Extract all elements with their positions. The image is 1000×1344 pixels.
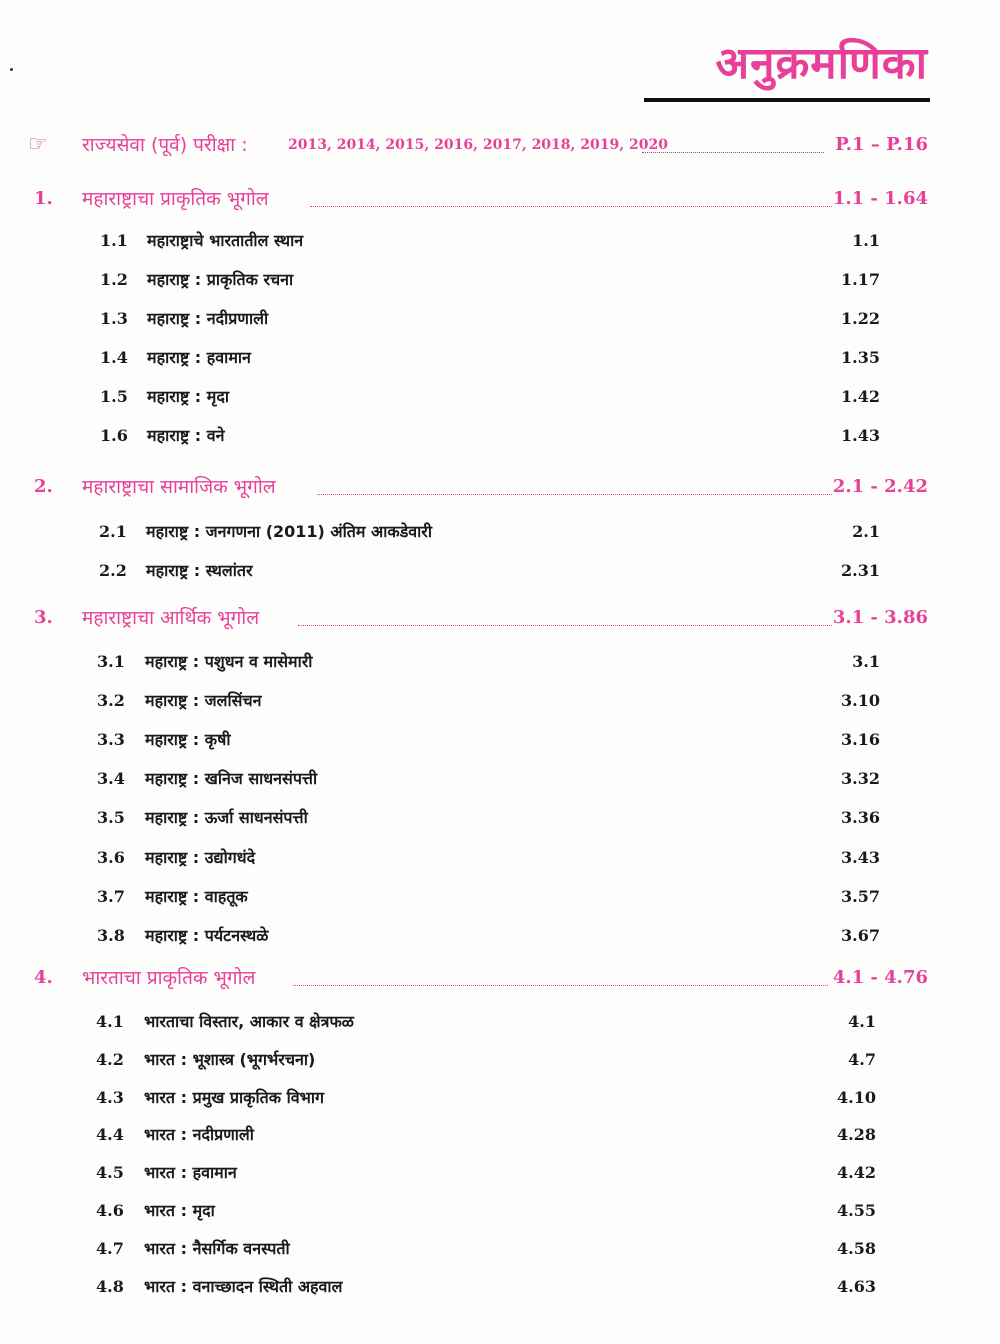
section-page: 4.63: [837, 1277, 876, 1296]
section-number: 1.4: [100, 348, 128, 367]
section-row[interactable]: [0, 263, 1000, 297]
dot-leader: [310, 206, 832, 207]
page-title: अनुक्रमणिका: [715, 38, 928, 89]
section-row[interactable]: [0, 880, 1000, 914]
section-row[interactable]: [0, 341, 1000, 375]
section-row[interactable]: [0, 762, 1000, 796]
section-row[interactable]: [0, 1005, 1000, 1039]
exam-row[interactable]: [0, 128, 1000, 162]
section-row[interactable]: [0, 419, 1000, 453]
section-title: भारत : हवामान: [144, 1163, 237, 1182]
section-number: 1.3: [100, 309, 128, 328]
section-title: महाराष्ट्र : मृदा: [147, 387, 229, 406]
pointing-hand-icon: ☞: [28, 132, 48, 157]
section-page: 1.42: [841, 387, 880, 406]
section-page: 2.1: [852, 522, 880, 541]
section-page: 1.35: [841, 348, 880, 367]
section-title: भारत : वनाच्छादन स्थिती अहवाल: [144, 1277, 343, 1296]
section-page: 1.22: [841, 309, 880, 328]
section-title: महाराष्ट्र : खनिज साधनसंपत्ती: [145, 769, 318, 788]
section-page: 4.58: [837, 1239, 876, 1258]
section-title: भारताचा विस्तार, आकार व क्षेत्रफळ: [144, 1012, 354, 1031]
section-title: महाराष्ट्र : वने: [147, 426, 225, 445]
chapter-pages: 1.1 - 1.64: [832, 188, 928, 209]
chapter-title: महाराष्ट्राचा आर्थिक भूगोल: [82, 607, 260, 629]
section-number: 4.5: [96, 1163, 124, 1182]
section-title: भारत : भूशास्त्र (भूगर्भरचना): [144, 1050, 316, 1069]
section-title: महाराष्ट्र : प्राकृतिक रचना: [147, 270, 294, 289]
section-number: 1.6: [100, 426, 128, 445]
section-row[interactable]: [0, 1156, 1000, 1190]
chapter-row[interactable]: [0, 182, 1000, 216]
section-page: 4.42: [837, 1163, 876, 1182]
section-row[interactable]: [0, 380, 1000, 414]
section-title: महाराष्ट्र : नदीप्रणाली: [147, 309, 269, 328]
section-title: महाराष्ट्र : पशुधन व मासेमारी: [145, 652, 313, 671]
section-page: 4.10: [837, 1088, 876, 1107]
section-page: 3.43: [841, 848, 880, 867]
section-page: 4.7: [848, 1050, 876, 1069]
chapter-title: महाराष्ट्राचा सामाजिक भूगोल: [82, 476, 276, 498]
exam-title: राज्यसेवा (पूर्व) परीक्षा :: [82, 134, 248, 156]
section-page: 3.1: [852, 652, 880, 671]
dot-leader: [293, 985, 828, 986]
section-page: 4.55: [837, 1201, 876, 1220]
section-title: भारत : नैसर्गिक वनस्पती: [144, 1239, 290, 1258]
section-row[interactable]: [0, 723, 1000, 757]
section-number: 3.5: [97, 808, 125, 827]
section-row[interactable]: [0, 919, 1000, 953]
section-title: महाराष्ट्र : स्थलांतर: [146, 561, 253, 580]
section-number: 4.4: [96, 1125, 124, 1144]
chapter-number: 4.: [34, 967, 53, 988]
chapter-pages: 4.1 - 4.76: [832, 967, 928, 988]
section-page: 3.10: [841, 691, 880, 710]
exam-years: 2013, 2014, 2015, 2016, 2017, 2018, 2019, 2020: [288, 137, 668, 153]
chapter-pages: 2.1 - 2.42: [832, 476, 928, 497]
section-row[interactable]: [0, 224, 1000, 258]
section-title: भारत : मृदा: [144, 1201, 215, 1220]
section-page: 3.67: [841, 926, 880, 945]
section-number: 4.2: [96, 1050, 124, 1069]
title-underline: [644, 98, 930, 102]
section-title: महाराष्ट्र : जनगणना (2011) अंतिम आकडेवारी: [146, 522, 432, 541]
section-row[interactable]: [0, 1081, 1000, 1115]
section-page: 1.1: [852, 231, 880, 250]
section-row[interactable]: [0, 1118, 1000, 1152]
section-number: 3.1: [97, 652, 125, 671]
section-number: 4.1: [96, 1012, 124, 1031]
section-number: 2.1: [99, 522, 127, 541]
section-number: 3.7: [97, 887, 125, 906]
section-title: महाराष्ट्र : पर्यटनस्थळे: [145, 926, 269, 945]
section-number: 1.1: [100, 231, 128, 250]
section-page: 3.36: [841, 808, 880, 827]
section-number: 1.5: [100, 387, 128, 406]
dot-leader: [642, 152, 824, 153]
section-title: महाराष्ट्र : ऊर्जा साधनसंपत्ती: [145, 808, 308, 827]
section-row[interactable]: [0, 684, 1000, 718]
section-page: 3.57: [841, 887, 880, 906]
section-row[interactable]: [0, 1270, 1000, 1304]
section-number: 4.7: [96, 1239, 124, 1258]
section-title: भारत : प्रमुख प्राकृतिक विभाग: [144, 1088, 325, 1107]
section-row[interactable]: [0, 515, 1000, 549]
section-row[interactable]: [0, 302, 1000, 336]
section-number: 3.3: [97, 730, 125, 749]
section-number: 3.2: [97, 691, 125, 710]
chapter-row[interactable]: [0, 601, 1000, 635]
chapter-number: 2.: [34, 476, 53, 497]
exam-pages: P.1 – P.16: [835, 134, 928, 155]
section-number: 4.8: [96, 1277, 124, 1296]
section-number: 4.6: [96, 1201, 124, 1220]
section-title: महाराष्ट्र : जलसिंचन: [145, 691, 262, 710]
section-page: 1.17: [841, 270, 880, 289]
dot-leader: [317, 494, 832, 495]
section-title: महाराष्ट्र : उद्योगधंदे: [145, 848, 256, 867]
section-row[interactable]: [0, 801, 1000, 835]
section-page: 1.43: [841, 426, 880, 445]
section-page: 4.1: [848, 1012, 876, 1031]
section-title: महाराष्ट्र : हवामान: [147, 348, 251, 367]
section-page: 4.28: [837, 1125, 876, 1144]
section-row[interactable]: [0, 841, 1000, 875]
dot-leader: [298, 625, 832, 626]
chapter-number: 3.: [34, 607, 53, 628]
chapter-pages: 3.1 - 3.86: [832, 607, 928, 628]
chapter-title: भारताचा प्राकृतिक भूगोल: [82, 967, 256, 989]
chapter-number: 1.: [34, 188, 53, 209]
section-number: 3.8: [97, 926, 125, 945]
section-page: 3.32: [841, 769, 880, 788]
stray-mark: [10, 68, 13, 71]
section-row[interactable]: [0, 1232, 1000, 1266]
section-number: 1.2: [100, 270, 128, 289]
section-title: भारत : नदीप्रणाली: [144, 1125, 254, 1144]
section-page: 3.16: [841, 730, 880, 749]
section-number: 2.2: [99, 561, 127, 580]
section-title: महाराष्ट्राचे भारतातील स्थान: [147, 231, 304, 250]
section-row[interactable]: [0, 1194, 1000, 1228]
section-title: महाराष्ट्र : कृषी: [145, 730, 231, 749]
section-number: 3.4: [97, 769, 125, 788]
section-row[interactable]: [0, 554, 1000, 588]
chapter-title: महाराष्ट्राचा प्राकृतिक भूगोल: [82, 188, 269, 210]
section-number: 4.3: [96, 1088, 124, 1107]
section-row[interactable]: [0, 645, 1000, 679]
section-title: महाराष्ट्र : वाहतूक: [145, 887, 248, 906]
chapter-row[interactable]: [0, 470, 1000, 504]
section-number: 3.6: [97, 848, 125, 867]
section-page: 2.31: [841, 561, 880, 580]
chapter-row[interactable]: [0, 961, 1000, 995]
section-row[interactable]: [0, 1043, 1000, 1077]
